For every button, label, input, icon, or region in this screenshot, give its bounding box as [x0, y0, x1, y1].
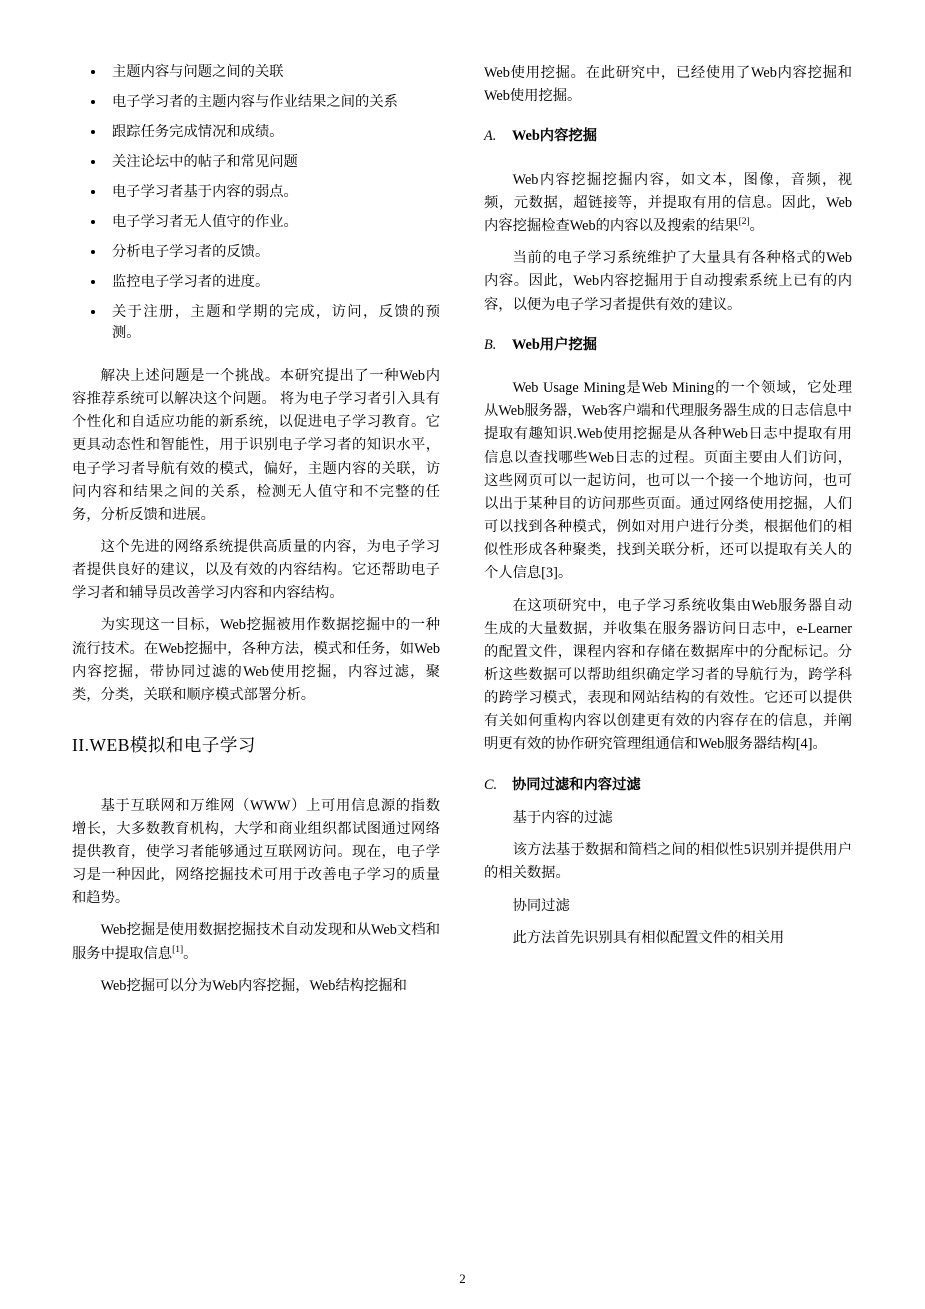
paragraph: Web Usage Mining是Web Mining的一个领域，它处理从Web服务器，Web客户端和代理服务器生成的日志信息中提取有趣知识.Web使用挖掘是从各种Web日志中提取有用信息以查找哪些Web日志的过程。页面主要由人们访问，这些网页可以一起访问，也可以一个接一个地访问，也可以出于某种目的访问那些页面。通过网络使用挖掘，人们可以找到各种模式，例如对用户进行分类，根据他们的相似性形成各种聚类，找到关联分析，还可以提取有关人的个人信息[3]。: [484, 380, 852, 582]
list-item: • 跟踪任务完成情况和成绩。: [106, 122, 440, 143]
section-heading: II.WEB模拟和电子学习: [72, 735, 256, 756]
paragraph: Web挖掘可以分为Web内容挖掘，Web结构挖掘和: [100, 977, 407, 994]
paragraph: 基于互联网和万维网（WWW）上可用信息源的指数增长，大多数教育机构，大学和商业组织都试图通过网络提供教育，使学习者能够通过互联网访问。现在，电子学习是一种因此，网络挖掘技术可用于改善电子学习的质量和趋势。: [72, 797, 440, 907]
right-column: [484, 62, 852, 1222]
paragraph: [484, 160, 852, 238]
subsection-heading-a: [484, 126, 852, 147]
paragraph: 此方法首先识别具有相似配置文件的相关用: [512, 929, 785, 946]
spacer: [72, 764, 440, 786]
subsection-heading-c: [484, 775, 852, 796]
list-item: • 电子学习者基于内容的弱点。: [106, 182, 440, 203]
list-item: • 电子学习者的主题内容与作业结果之间的关系: [106, 92, 440, 113]
paragraph-punct: 。: [183, 945, 198, 962]
subsection-title: Web内容挖掘: [512, 128, 597, 145]
paragraph: 协同过滤: [512, 897, 570, 914]
paragraph-text: Web挖掘是使用数据挖掘技术自动发现和从Web文档和服务中提取信息: [72, 922, 440, 962]
paragraph: 这个先进的网络系统提供高质量的内容，为电子学习者提供良好的建议，以及有效的内容结构。它还帮助电子学习者和辅导员改善学习内容和内容结构。: [72, 538, 440, 602]
paragraph: 解决上述问题是一个挑战。本研究提出了一种Web内容推荐系统可以解决这个问题。 将为电子学习者引入具有个性化和自适应功能的新系统，以促进电子学习教育。它更具动态性和智能性，用于识别电子学习者的知识水平，电子学习者导航有效的模式，偏好，主题内容的关联，访问内容和结果之间的关系，检测无人值守和不完整的任务，分析反馈和进展。: [72, 367, 440, 523]
paragraph: 该方法基于数据和简档之间的相似性5识别并提供用户的相关数据。: [484, 842, 852, 882]
paragraph: Web使用挖掘。在此研究中，已经使用了Web内容挖掘和Web使用挖掘。: [484, 65, 852, 105]
paragraph: 为实现这一目标，Web挖掘被用作数据挖掘中的一种流行技术。在Web挖掘中，各种方法，模式和任务，如Web内容挖掘，带协同过滤的Web使用挖掘，内容过滤，聚类，分类，关联和顺序模式部署分析。: [72, 617, 440, 703]
subsection-letter: C.: [484, 776, 498, 793]
bullet-list: [72, 62, 440, 344]
list-item: • 关于注册，主题和学期的完成，访问，反馈的预测。: [106, 302, 440, 345]
paragraph: 基于内容的过滤: [512, 810, 613, 827]
subsection-title: 协同过滤和内容过滤: [512, 776, 641, 793]
subsection-title: Web用户挖掘: [512, 336, 597, 353]
paragraph-text: Web内容挖掘挖掘内容，如文本，图像，音频，视频，元数据，超链接等，并提取有用的信息。因此，Web内容挖掘检查Web的内容以及搜索的结果: [484, 171, 852, 235]
footnote-reference: [2]: [738, 217, 750, 228]
list-item: • 主题内容与问题之间的关联: [106, 62, 440, 83]
subsection-heading-b: [484, 335, 852, 356]
paragraph: 当前的电子学习系统维护了大量具有各种格式的Web内容。因此，Web内容挖掘用于自动搜索系统上已有的内容，以便为电子学习者提供有效的建议。: [484, 250, 852, 313]
paragraph: [72, 910, 440, 965]
subsection-letter: B.: [484, 336, 497, 353]
list-item: • 电子学习者无人值守的作业。: [106, 212, 440, 233]
paragraph-punct: 。: [749, 218, 764, 235]
page-number: 2: [459, 1271, 466, 1286]
spacer: [484, 358, 852, 368]
two-column-layout: [72, 62, 853, 1222]
spacer: [484, 150, 852, 160]
left-column: [72, 62, 440, 1222]
footnote-reference: [1]: [172, 944, 184, 955]
list-item: • 关注论坛中的帖子和常见问题: [106, 152, 440, 173]
subsection-letter: A.: [484, 128, 497, 145]
list-item: • 监控电子学习者的进度。: [106, 272, 440, 293]
paragraph: 在这项研究中，电子学习系统收集由Web服务器自动生成的大量数据，并收集在服务器访问日志中，e-Learner的配置文件，课程内容和存储在数据库中的分配标记。分析这些数据可以帮助组织确定学习者的导航行为，跨学科的跨学习模式，表现和网站结构的有效性。它还可以提供有关如何重构内容以创建更有效的内容存在的信息，并阐明更有效的协作研究管理组通信和Web服务器结构[4]。: [484, 597, 852, 753]
list-item: • 分析电子学习者的反馈。: [106, 242, 440, 263]
